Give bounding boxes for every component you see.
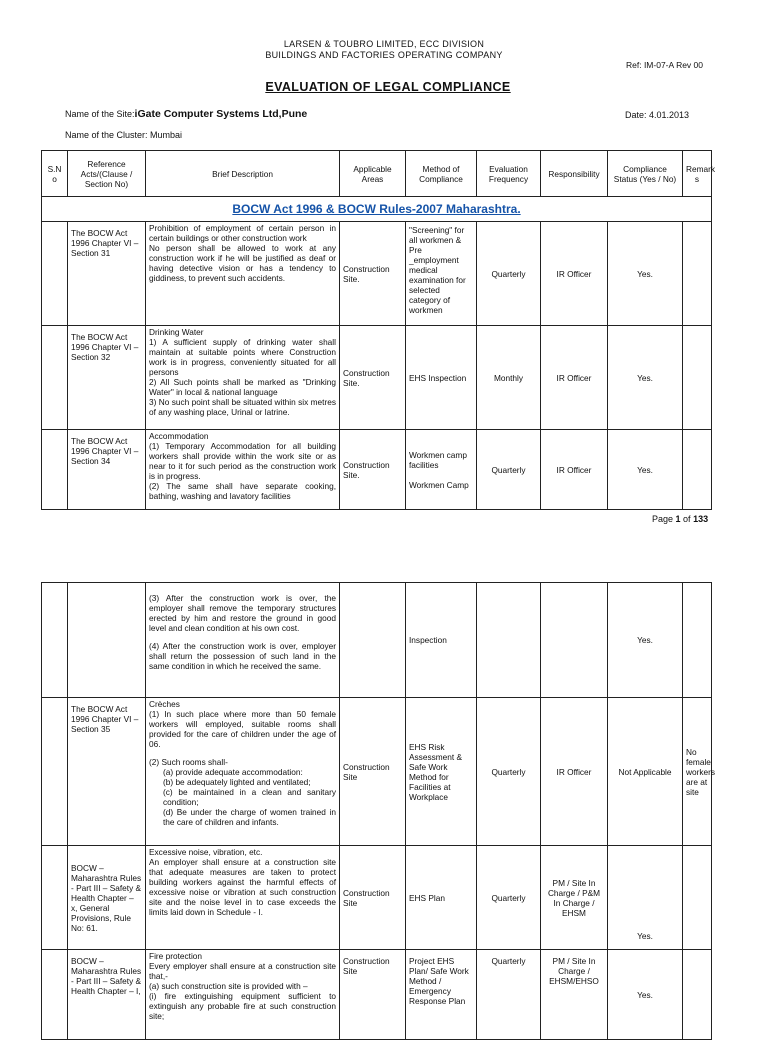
column-header: Applicable Areas (340, 151, 406, 197)
reference-cell: The BOCW Act 1996 Chapter VI – Section 32 (68, 326, 146, 430)
sno-cell (42, 430, 68, 510)
total-pages: 133 (693, 514, 709, 524)
description-line: (d) Be under the charge of women trained in the care of children and infants. (163, 807, 336, 827)
site-label: Name of the Site: (65, 109, 135, 119)
reference-cell: The BOCW Act 1996 Chapter VI – Section 34 (68, 430, 146, 510)
description-line: Fire protection (149, 951, 203, 961)
responsibility-cell: PM / Site In Charge / EHSM/EHSO (541, 950, 608, 1040)
page-number: Page 1 of 133 (652, 514, 709, 524)
status-cell: Yes. (608, 950, 683, 1040)
description-line: Drinking Water (149, 327, 204, 337)
frequency-cell: Quarterly (477, 846, 541, 950)
sno-cell (42, 326, 68, 430)
description-line: (b) be adequately lighted and ventilated; (163, 777, 311, 787)
column-header: Method of Compliance (406, 151, 477, 197)
area-cell: Construction Site. (340, 430, 406, 510)
description-cell (146, 222, 340, 326)
method-cell: EHS Plan (406, 846, 477, 950)
sno-cell (42, 950, 68, 1040)
description-line: (4) After the construction work is over, employer shall return the possession of such land in the same condition in which he received the same. (149, 641, 336, 671)
area-cell: Construction Site (340, 846, 406, 950)
sno-cell (42, 698, 68, 846)
status-cell: Yes. (608, 326, 683, 430)
description-line: (1) Temporary Accommodation for all building workers shall provide within the work site or as near to it for such period as the construction work is in progress. (149, 441, 336, 481)
table-row (42, 222, 712, 326)
description-line: 1) A sufficient supply of drinking water shall maintain at suitable points where Construction work is in progress, conveniently situated for all persons (149, 337, 336, 377)
company-division: BUILDINGS AND FACTORIES OPERATING COMPANY (265, 50, 503, 60)
reference-cell (68, 583, 146, 698)
method-cell: Inspection (406, 583, 477, 698)
reference-cell: BOCW – Maharashtra Rules - Part III – Safety & Health Chapter – I, (68, 950, 146, 1040)
reference-cell: The BOCW Act 1996 Chapter VI – Section 35 (68, 698, 146, 846)
section-title-link[interactable]: BOCW Act 1996 & BOCW Rules-2007 Maharashtra. (42, 197, 712, 222)
column-header: Remark s (683, 151, 712, 197)
sno-cell (42, 846, 68, 950)
document-date: Date: 4.01.2013 (625, 110, 690, 120)
area-cell: Construction Site. (340, 326, 406, 430)
description-cell (146, 583, 340, 698)
method-cell (406, 430, 477, 510)
column-header: Responsibility (541, 151, 608, 197)
description-line: (2) Such rooms shall- (149, 757, 228, 767)
document-reference: Ref: IM-07-A Rev 00 (626, 60, 704, 70)
responsibility-cell: IR Officer (541, 430, 608, 510)
column-header: Evaluation Frequency (477, 151, 541, 197)
remark-cell (683, 846, 712, 950)
sno-cell (42, 583, 68, 698)
remark-cell: No female workers are at site (683, 698, 712, 846)
remark-cell (683, 222, 712, 326)
status-cell: Yes. (608, 222, 683, 326)
frequency-cell: Quarterly (477, 430, 541, 510)
method-cell: EHS Inspection (406, 326, 477, 430)
remark-cell (683, 430, 712, 510)
area-cell (340, 583, 406, 698)
description-line: Crèches (149, 699, 180, 709)
responsibility-cell: IR Officer (541, 698, 608, 846)
description-line: (3) After the construction work is over, the employer shall remove the temporary structures erected by him and restore the ground in good level and clean condition at his own cost. (149, 593, 336, 633)
area-cell: Construction Site (340, 698, 406, 846)
description-line: 3) No such point shall be situated within six metres of any washing place, Urinal or latrine. (149, 397, 336, 417)
responsibility-cell: PM / Site In Charge / P&M In Charge / EHSM (541, 846, 608, 950)
table-row (42, 430, 712, 510)
description-line: 2) All Such points shall be marked as "Drinking Water" in local & national language (149, 377, 336, 397)
table-header-row (42, 151, 712, 197)
compliance-table-page-2 (41, 582, 716, 1040)
status-cell: Yes. (608, 846, 683, 950)
responsibility-cell: IR Officer (541, 222, 608, 326)
remark-cell (683, 583, 712, 698)
description-line: An employer shall ensure at a construction site that adequate measures are taken to protect building workers against the harmful effects of excessive noise or vibration at such construction site and the noise level in to case exceeds the limits laid down in Schedule - I. (149, 857, 336, 917)
description-cell (146, 950, 340, 1040)
description-line: No person shall be allowed to work at any construction work if he will be justified as deaf or having detective vision or has a tendency to giddiness, to prevent such accidents. (149, 243, 336, 283)
frequency-cell: Quarterly (477, 222, 541, 326)
frequency-cell (477, 583, 541, 698)
table-row (42, 950, 712, 1040)
remark-cell (683, 950, 712, 1040)
reference-cell: The BOCW Act 1996 Chapter VI – Section 31 (68, 222, 146, 326)
method-cell: Project EHS Plan/ Safe Work Method / Emergency Response Plan (406, 950, 477, 1040)
description-line: Prohibition of employment of certain person in certain buildings or other construction work (149, 223, 336, 243)
column-header: Brief Description (146, 151, 340, 197)
site-name (65, 108, 307, 120)
reference-cell: BOCW – Maharashtra Rules - Part III – Safety & Health Chapter – x, General Provisions, Rule No: 61. (68, 846, 146, 950)
compliance-table-page-1 (41, 150, 716, 510)
description-line: Every employer shall ensure at a construction site that,- (149, 961, 336, 981)
description-line: (2) The same shall have separate cooking, bathing, washing and lavatory facilities (149, 481, 336, 501)
description-line: Accommodation (149, 431, 209, 441)
description-cell (146, 846, 340, 950)
area-cell: Construction Site (340, 950, 406, 1040)
description-line: Excessive noise, vibration, etc. (149, 847, 263, 857)
method-cell: EHS Risk Assessment & Safe Work Method for Facilities at Workplace (406, 698, 477, 846)
description-line: (a) such construction site is provided with – (149, 981, 308, 991)
status-cell: Not Applicable (608, 698, 683, 846)
remark-cell (683, 326, 712, 430)
cluster-name: Name of the Cluster: Mumbai (65, 130, 183, 140)
method-line: Workmen Camp (409, 479, 469, 490)
responsibility-cell (541, 583, 608, 698)
frequency-cell: Quarterly (477, 698, 541, 846)
column-header: Compliance Status (Yes / No) (608, 151, 683, 197)
description-cell (146, 698, 340, 846)
table-row (42, 846, 712, 950)
company-name: LARSEN & TOUBRO LIMITED, ECC DIVISION (283, 39, 485, 49)
description-cell (146, 430, 340, 510)
table-row (42, 326, 712, 430)
method-line: Workmen camp facilities (409, 449, 467, 470)
area-cell: Construction Site. (340, 222, 406, 326)
current-page: 1 (675, 514, 681, 524)
description-line: (c) be maintained in a clean and sanitary condition; (163, 787, 336, 807)
column-header: Reference Acts/(Clause / Section No) (68, 151, 146, 197)
page-title: EVALUATION OF LEGAL COMPLIANCE (265, 80, 511, 94)
frequency-cell: Monthly (477, 326, 541, 430)
table-row (42, 698, 712, 846)
table-row (42, 583, 712, 698)
sno-cell (42, 222, 68, 326)
description-line: (a) provide adequate accommodation: (163, 767, 303, 777)
description-cell (146, 326, 340, 430)
method-cell: "Screening" for all workmen & Pre _employment medical examination for selected category of workmen (406, 222, 477, 326)
status-cell: Yes. (608, 430, 683, 510)
column-header: S.N o (42, 151, 68, 197)
frequency-cell: Quarterly (477, 950, 541, 1040)
description-line: (i) fire extinguishing equipment sufficient to extinguish any probable fire at such construction site; (149, 991, 336, 1021)
section-row (42, 197, 712, 222)
status-cell: Yes. (608, 583, 683, 698)
site-value: iGate Computer Systems Ltd,Pune (134, 108, 308, 120)
description-line: (1) In such place where more than 50 female workers will employed, suitable rooms shall provided for the care of children under the age of 06. (149, 709, 336, 749)
responsibility-cell: IR Officer (541, 326, 608, 430)
